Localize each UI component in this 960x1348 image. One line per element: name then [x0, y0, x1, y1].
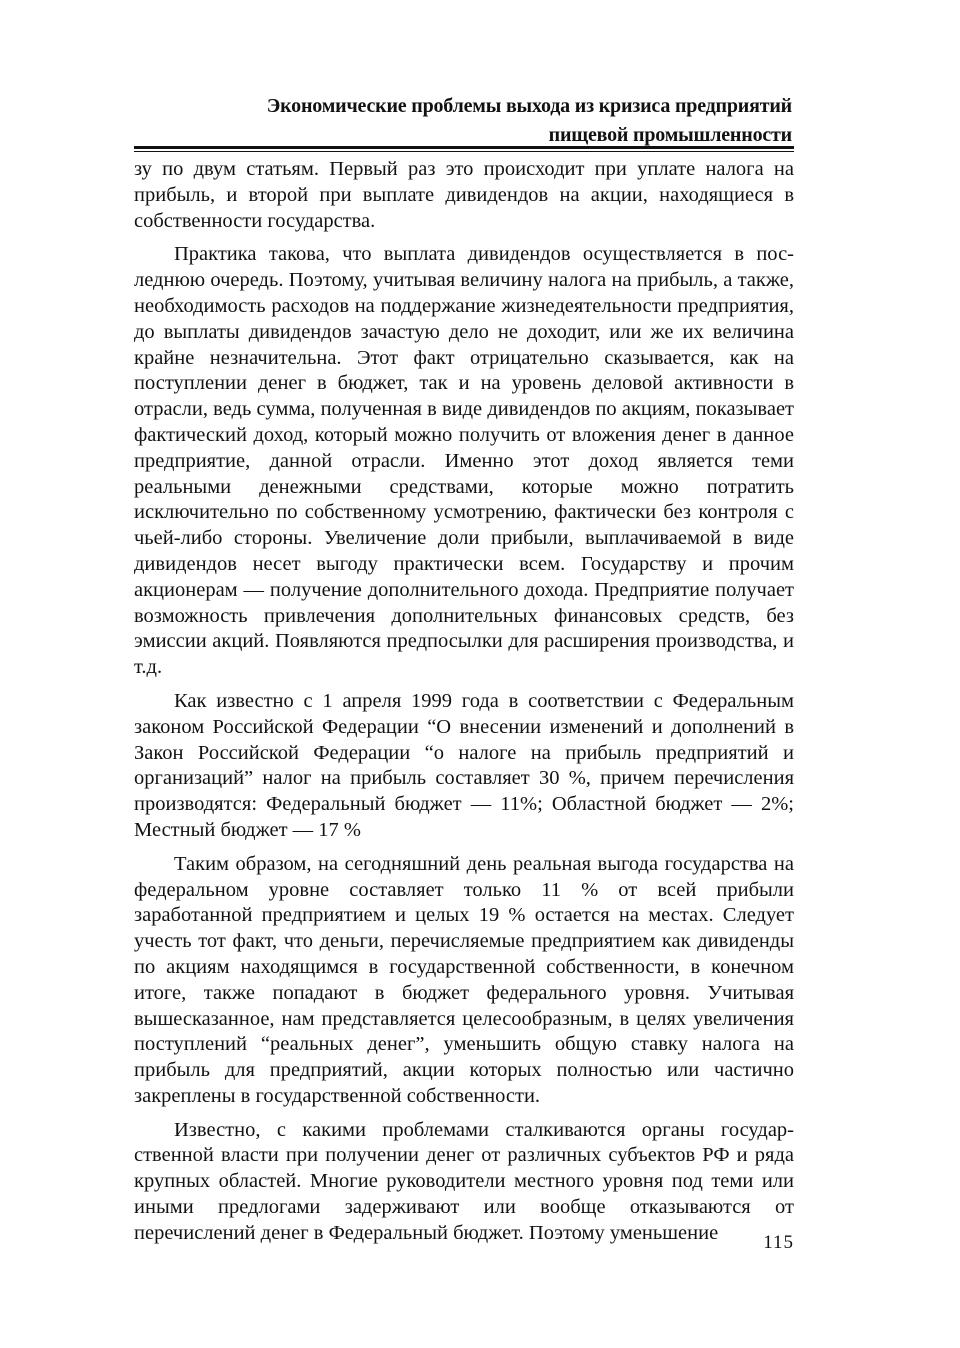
paragraph-dividend-practice: Практика такова, что выплата дивидендов осуществляется в последнюю очередь. Поэтому, учитывая величину налога на прибыль, а также, необходимость расходов на поддержание жизнедеятельности предприятия, до выплаты дивидендов зачастую дело не доходит, или же их величина крайне незначительна. Этот факт отрицательно сказывается, как на поступлении денег в бюджет, так и на уровень деловой активности в отрасли, ведь сумма, полученная в виде дивидендов по акциям, показывает фактический доход, который можно получить от вложения денег в данное предприятие, данной отрасли. Именно этот доход является теми реальными денежными средствами, которые можно потратить исключительно по собственному усмотрению, фактически без контроля с чьей-либо стороны. Увеличение доли прибыли, выплачиваемой в виде дивидендов несет выгоду практически всем. Государству и прочим акционерам — получение дополнительного дохода. Предприятие получает возможность привлечения дополнительных финансовых средств, без эмиссии акций. Появляются предпосылки для расширения производства, и т.д.	[134, 243, 794, 679]
running-header-line-1: Экономические проблемы выхода из кризиса предприятий	[266, 95, 792, 117]
body-text	[134, 157, 794, 1255]
paragraph-continuation: зу по двум статьям. Первый раз это происходит при уплате налога на прибыль, и второй при выплате дивидендов на акции, находящиеся в собственности государства.	[134, 158, 794, 232]
paragraph-regional-problems: Известно, с какими проблемами сталкиваются органы государственной власти при получении денег от различных субъектов РФ и ряда крупных областей. Многие руководители местного уровня под теми или иными предлогами задерживают или вообще отказываются от перечислений денег в Федеральный бюджет. Поэтому уменьшение	[134, 1118, 794, 1244]
running-header-line-2: пищевой промышленности	[548, 124, 792, 146]
page-number: 115	[763, 1232, 794, 1253]
header-rule-thin	[134, 151, 794, 152]
paragraph-state-benefit: Таким образом, на сегодняшний день реальная выгода государства на федеральном уровне составляет только 11 % от всей прибыли заработанной предприятием и целых 19 % остается на местах. Следует учесть тот факт, что деньги, перечисляемые предприятием как дивиденды по акциям находящимся в государственной собственности, в конечном итоге, также попадают в бюджет федерального уровня. Учитывая вышесказанное, нам представляется целесообразным, в целях увеличения поступлений “реальных денег”, уменьшить общую ставку налога на прибыль для предприятий, акции которых полностью или частично закреплены в государственной собственности.	[134, 852, 794, 1107]
header-rule-thick	[134, 146, 794, 149]
paragraph-federal-law: Как известно с 1 апреля 1999 года в соответствии с Федеральным законом Российской Федерации “О внесении изменений и дополнений в Закон Российской Федерации “о налоге на прибыль предприятий и организаций” налог на прибыль составляет 30 %, причем перечисления производятся: Федеральный бюджет — 11%; Областной бюджет — 2%; Местный бюджет — 17 %	[134, 689, 794, 841]
running-header	[140, 92, 792, 150]
